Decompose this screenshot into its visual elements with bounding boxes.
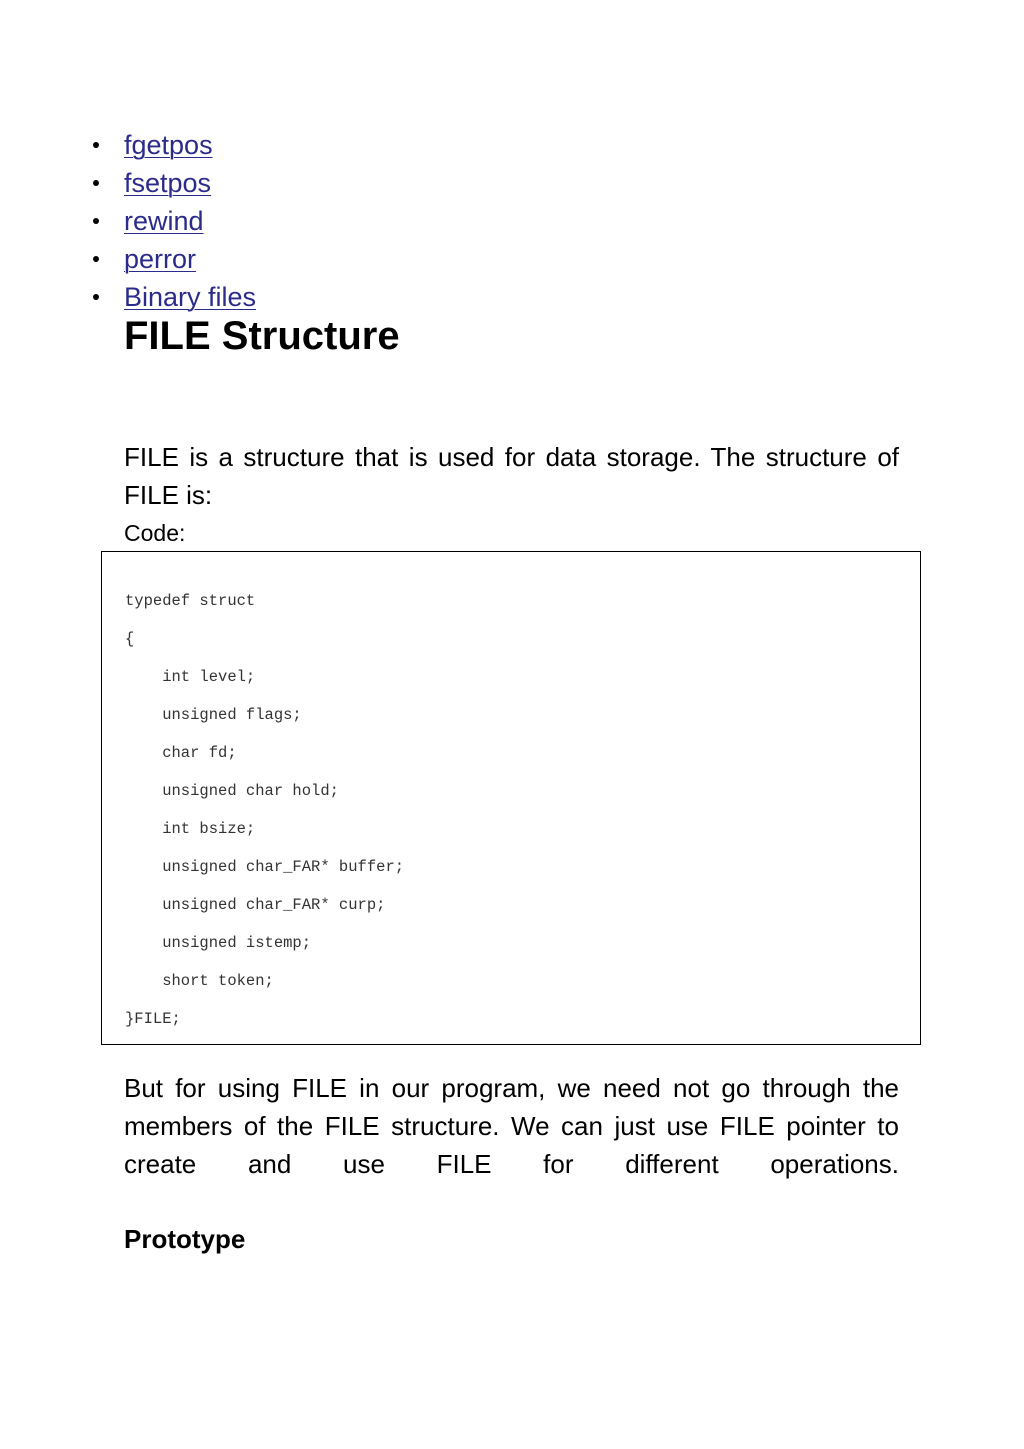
code-line: }FILE;: [125, 1010, 181, 1028]
list-item: [88, 240, 256, 278]
code-line: int bsize;: [125, 820, 256, 838]
section-title: FILE Structure: [124, 314, 400, 358]
list-item: [88, 164, 256, 202]
code-line: {: [125, 630, 135, 648]
code-label: Code:: [124, 520, 186, 546]
code-line: unsigned char hold;: [125, 782, 339, 800]
link-binary-files[interactable]: Binary files: [124, 282, 257, 312]
code-line: unsigned flags;: [125, 706, 302, 724]
code-line: typedef struct: [125, 592, 256, 610]
bullet-icon: [93, 294, 99, 300]
bullet-icon: [93, 180, 99, 186]
intro-paragraph: FILE is a structure that is used for data storage. The structure of FILE is:: [124, 442, 899, 510]
bullet-icon: [93, 256, 99, 262]
list-item: [88, 202, 256, 240]
list-item: [88, 278, 256, 316]
code-line: unsigned char_FAR* buffer;: [125, 858, 405, 876]
topic-link-list: [88, 126, 256, 316]
after-code-paragraph: But for using FILE in our program, we need not go through the members of the FILE structure. We can just use FILE pointer to create and use FILE for different operations.: [124, 1073, 899, 1179]
code-line: unsigned istemp;: [125, 934, 312, 952]
code-line: char fd;: [125, 744, 237, 762]
bullet-icon: [93, 218, 99, 224]
prototype-heading: Prototype: [124, 1224, 246, 1254]
link-perror[interactable]: perror: [124, 244, 197, 274]
bullet-icon: [93, 142, 99, 148]
code-line: short token;: [125, 972, 274, 990]
code-line: int level;: [125, 668, 256, 686]
link-fgetpos[interactable]: fgetpos: [124, 130, 213, 160]
code-block: [101, 551, 921, 1045]
link-fsetpos[interactable]: fsetpos: [124, 168, 212, 198]
link-rewind[interactable]: rewind: [124, 206, 204, 236]
code-line: unsigned char_FAR* curp;: [125, 896, 386, 914]
list-item: [88, 126, 256, 164]
code-lines: [125, 582, 404, 1038]
